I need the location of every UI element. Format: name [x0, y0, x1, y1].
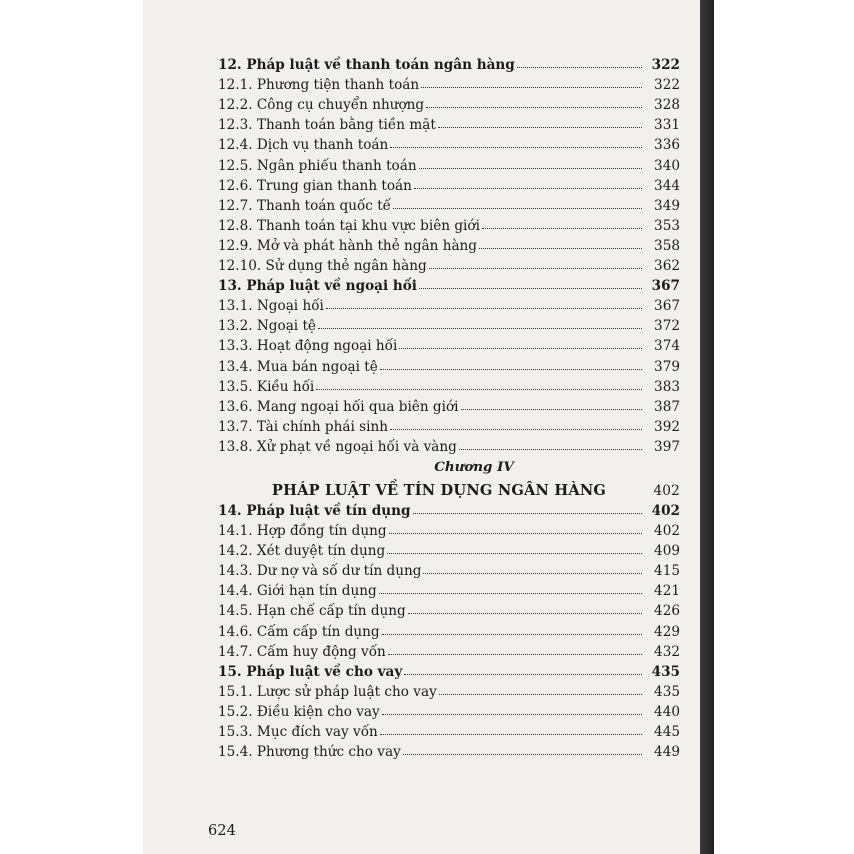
dot-leader [419, 288, 642, 289]
toc-entry-title: 14. Pháp luật về tín dụng [218, 502, 411, 519]
toc-entry-page: 435 [651, 663, 680, 680]
dot-leader [404, 674, 642, 675]
toc-entry-page: 440 [654, 703, 680, 720]
toc-entry-page: 426 [654, 603, 680, 620]
dot-leader [382, 634, 642, 635]
toc-item [218, 174, 680, 194]
toc-entry-title: 13.6. Mang ngoại hối qua biên giới [218, 398, 459, 415]
toc-entry-title: 13. Pháp luật về ngoại hối [218, 278, 417, 295]
toc-entry-page: 372 [654, 318, 680, 335]
dot-leader [379, 593, 642, 594]
toc-entry-page: 409 [654, 543, 680, 560]
toc-entry-title: 12.3. Thanh toán bằng tiền mặt [218, 117, 436, 134]
toc-entry-title: 12.4. Dịch vụ thanh toán [218, 137, 389, 154]
dot-leader [429, 268, 642, 269]
dot-leader [318, 328, 642, 329]
toc-item [218, 680, 680, 700]
dot-leader [390, 147, 642, 148]
toc-entry-title: 13.2. Ngoại tệ [218, 318, 316, 335]
toc-item [218, 214, 680, 234]
toc-item [218, 619, 680, 639]
toc-item [218, 314, 680, 334]
dot-leader [426, 107, 642, 108]
toc-entry-page: 387 [654, 398, 680, 415]
dot-leader [517, 67, 642, 68]
dot-leader [403, 754, 642, 755]
dot-leader [459, 449, 642, 450]
toc-entry-page: 322 [654, 77, 680, 94]
toc-entry-title: 15. Pháp luật về cho vay [218, 663, 403, 680]
toc-item [218, 640, 680, 660]
toc-entry-page: 421 [654, 583, 680, 600]
toc-entry-page: 445 [654, 724, 680, 740]
toc-item [218, 334, 680, 354]
toc-item [218, 375, 680, 395]
dot-leader [388, 654, 642, 655]
part-page: 402 [653, 482, 680, 499]
toc-entry-page: 449 [654, 744, 680, 761]
toc-entry-title: 13.3. Hoạt động ngoại hối [218, 338, 398, 355]
toc-entry-title: 13.5. Kiều hối [218, 378, 315, 395]
toc-entry-title: 12.2. Công cụ chuyển nhượng [218, 97, 425, 114]
toc-item [218, 700, 680, 720]
toc-item [218, 234, 680, 254]
dot-leader [479, 248, 642, 249]
toc-item [218, 559, 680, 579]
toc-item [218, 720, 680, 740]
chapter-heading: Chương IV [434, 458, 514, 475]
toc-entry-title: 15.3. Mục đích vay vốn [218, 724, 378, 740]
book-spine [700, 0, 714, 854]
toc-entry-page: 340 [654, 157, 680, 174]
toc-entry-title: 15.4. Phương thức cho vay [218, 744, 401, 761]
toc-entry-page: 379 [654, 358, 680, 375]
toc-entry-page: 415 [654, 563, 680, 580]
part-heading [218, 475, 680, 499]
toc-entry-title: 12.10. Sử dụng thẻ ngân hàng [218, 258, 427, 275]
toc-entry-title: 13.4. Mua bán ngoại tệ [218, 358, 378, 375]
dot-leader [326, 308, 642, 309]
toc-section-12 [218, 53, 680, 73]
toc-entry-page: 392 [654, 418, 680, 435]
toc-entry-page: 322 [651, 57, 680, 74]
toc-entry-page: 353 [654, 217, 680, 234]
toc-entry-page: 358 [654, 237, 680, 254]
toc-item [218, 254, 680, 274]
dot-leader [382, 714, 642, 715]
toc-item [218, 153, 680, 173]
toc-entry-title: 15.2. Điều kiện cho vay [218, 703, 380, 720]
dot-leader [390, 429, 642, 430]
toc-entry-title: 14.3. Dư nợ và số dư tín dụng [218, 563, 422, 580]
toc-entry-title: 15.1. Lược sử pháp luật cho vay [218, 683, 437, 700]
toc-entry-page: 435 [654, 683, 680, 700]
dot-leader [413, 513, 642, 514]
toc-entry-page: 402 [654, 523, 680, 540]
toc-entry-page: 349 [654, 197, 680, 214]
toc-item [218, 599, 680, 619]
dot-leader [419, 168, 642, 169]
toc-item [218, 539, 680, 559]
dot-leader [389, 533, 642, 534]
toc-item [218, 395, 680, 415]
dot-leader [421, 87, 642, 88]
toc-item [218, 354, 680, 374]
toc-entry-page: 362 [654, 258, 680, 275]
toc-entry-title: 13.7. Tài chính phái sinh [218, 418, 388, 435]
dot-leader [461, 409, 643, 410]
toc-entry-title: 14.5. Hạn chế cấp tín dụng [218, 603, 406, 620]
dot-leader [380, 369, 642, 370]
toc-entry-page: 402 [651, 502, 680, 519]
page-number: 624 [208, 822, 236, 839]
toc-entry-page: 328 [654, 97, 680, 114]
toc-item [218, 435, 680, 455]
toc-item [218, 579, 680, 599]
toc-entry-page: 374 [654, 338, 680, 355]
toc-entry-title: 12. Pháp luật về thanh toán ngân hàng [218, 57, 515, 74]
toc-entry-page: 331 [654, 117, 680, 134]
toc-entry-page: 367 [651, 278, 680, 295]
toc-entry-page: 383 [654, 378, 680, 395]
toc-entry-page: 429 [654, 623, 680, 640]
toc-item [218, 133, 680, 153]
toc-entry-title: 12.7. Thanh toán quốc tế [218, 197, 392, 214]
toc-entry-title: 12.8. Thanh toán tại khu vực biên giới [218, 217, 480, 234]
toc-section-15 [218, 660, 680, 680]
toc-section-13 [218, 274, 680, 294]
dot-leader [482, 228, 642, 229]
dot-leader [408, 613, 642, 614]
toc-item [218, 740, 680, 760]
dot-leader [399, 348, 642, 349]
toc-entry-title: 14.6. Cấm cấp tín dụng [218, 623, 380, 640]
toc-entry-page: 432 [654, 643, 680, 660]
toc-entry-title: 14.2. Xét duyệt tín dụng [218, 543, 386, 560]
toc-item [218, 194, 680, 214]
dot-leader [316, 389, 642, 390]
toc-entry-title: 13.1. Ngoại hối [218, 298, 324, 315]
table-of-contents [218, 53, 680, 760]
toc-item [218, 73, 680, 93]
toc-entry-title: 12.5. Ngân phiếu thanh toán [218, 157, 417, 174]
toc-item [218, 294, 680, 314]
toc-entry-page: 397 [654, 438, 680, 455]
toc-item [218, 519, 680, 539]
dot-leader [423, 573, 642, 574]
toc-entry-title: 12.9. Mở và phát hành thẻ ngân hàng [218, 237, 478, 254]
toc-section-14 [218, 499, 680, 519]
toc-entry-title: 12.1. Phương tiện thanh toán [218, 77, 420, 94]
dot-leader [387, 553, 642, 554]
dot-leader [439, 694, 642, 695]
dot-leader [380, 734, 642, 735]
toc-entry-title: 13.8. Xử phạt về ngoại hối và vàng [218, 438, 457, 455]
toc-entry-title: 14.1. Hợp đồng tín dụng [218, 523, 387, 540]
dot-leader [414, 188, 642, 189]
toc-item [218, 93, 680, 113]
toc-item [218, 113, 680, 133]
toc-entry-title: 14.4. Giới hạn tín dụng [218, 583, 377, 600]
toc-entry-page: 344 [654, 177, 680, 194]
toc-entry-page: 336 [654, 137, 680, 154]
part-title: PHÁP LUẬT VỀ TÍN DỤNG NGÂN HÀNG [271, 481, 607, 499]
toc-item [218, 415, 680, 435]
dot-leader [393, 208, 642, 209]
dot-leader [438, 127, 642, 128]
toc-entry-page: 367 [654, 298, 680, 315]
toc-entry-title: 12.6. Trung gian thanh toán [218, 177, 412, 194]
toc-entry-title: 14.7. Cấm huy động vốn [218, 643, 386, 660]
